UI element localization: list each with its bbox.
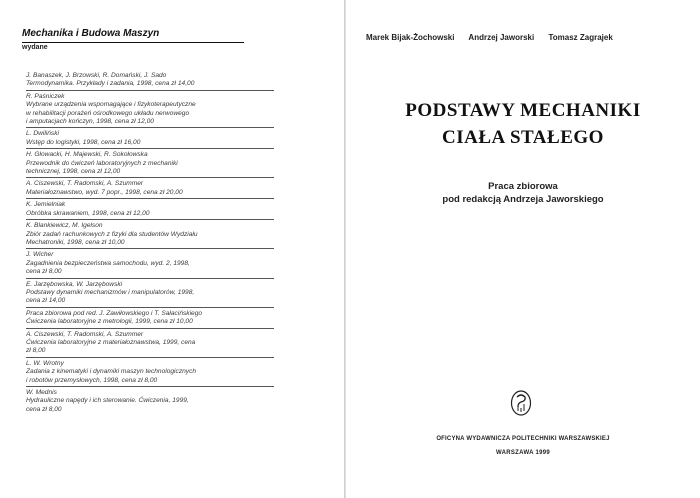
book-title-line: Mechatroniki, 1998, cena zł 10,00 (26, 238, 125, 246)
book-title-line: Ćwiczenia laboratoryjne z materiałoznawstwa, 1999, cena (26, 338, 196, 346)
title-line-2: CIAŁA STAŁEGO (442, 127, 604, 148)
book-authors: H. Głowacki, H. Majewski, R. Sokołowska (26, 151, 148, 159)
book-title-line: Przewodnik do ćwiczeń laboratoryjnych z mechaniki (26, 159, 178, 167)
book-title-line: technicznej, 1998, cena zł 12,00 (26, 168, 121, 176)
book-title-line: Wstęp do logistyki, 1998, cena zł 16,00 (26, 138, 141, 146)
book-authors: L. Dwiliński (26, 130, 59, 138)
book-title-line: Termodynamika. Przykłady i zadania, 1998, cena zł 14,00 (26, 80, 195, 88)
book-entry (26, 180, 274, 199)
author-name: Andrzej Jaworski (468, 33, 535, 42)
book-title-line: Zagadnienia bezpieczeństwa samochodu, wyd. 2, 1998, (26, 259, 190, 267)
book-authors: E. Jarzębowska, W. Jarzębowski (26, 280, 123, 288)
book-title-line: w rehabilitacji porażeń ośrodkowego układu nerwowego (26, 109, 190, 117)
book-authors: A. Ciszewski, T. Radomski, A. Szummer (26, 330, 144, 338)
subtitle-line-1: Praca zbiorowa (488, 181, 558, 192)
book-entry (26, 251, 274, 278)
book-title-line: Podstawy dynamiki mechanizmów i manipulatorów, 1998, (26, 288, 195, 296)
book-authors: K. Jemielniak (26, 201, 66, 209)
book-title-line: cena zł 14,00 (26, 297, 66, 305)
book-authors: Praca zbiorowa pod red. J. Zawiłowskiego i T. Sałacińskiego (26, 309, 203, 317)
book-authors: K. Blankiewicz, M. Igelson (26, 222, 103, 230)
book-entry (26, 310, 274, 329)
publication-place-year: WARSZAWA 1999 (495, 450, 551, 456)
title-line-1: PODSTAWY MECHANIKI (405, 100, 641, 121)
series-title: Mechanika i Budowa Maszyn (22, 28, 160, 39)
subtitle-line-2: pod redakcją Andrzeja Jaworskiego (442, 194, 604, 205)
book-entry (26, 72, 274, 91)
book-authors: J. Wicher (26, 251, 54, 259)
book-title-line: Ćwiczenia laboratoryjne z metrologii, 1999, cena zł 10,00 (26, 318, 193, 326)
book-entry (26, 281, 274, 308)
author-name: Tomasz Zagrajek (548, 33, 613, 42)
publisher-logo-icon (506, 388, 536, 418)
book-title-line: Materiałoznawstwo, wyd. 7 popr., 1998, cena zł 20,00 (26, 188, 183, 196)
book-title-line: Obróbka skrawaniem, 1998, cena zł 12,00 (26, 209, 150, 217)
book-entry (26, 331, 274, 358)
book-title-line: cena zł 8,00 (26, 405, 62, 413)
book-title-line: Wybrane urządzenia wspomagające i fizykoterapeutyczne (26, 101, 196, 109)
book-title-line: i amputacjach kończyn, 1998, cena zł 12,00 (26, 118, 154, 126)
publisher-name: OFICYNA WYDAWNICZA POLITECHNIKI WARSZAWSKIEJ (436, 436, 610, 442)
book-authors: A. Ciszewski, T. Radomski, A. Szummer (26, 180, 144, 188)
book-entry (26, 151, 274, 178)
book-title-line: i robotów przemysłowych, 1998, cena zł 8,00 (26, 376, 158, 384)
book-title-line: Zadania z kinematyki i dynamiki maszyn technologicznych (26, 368, 197, 376)
right-page (346, 0, 700, 498)
series-subtitle: wydane (22, 44, 48, 51)
book-subtitle (346, 180, 700, 206)
series-divider (22, 42, 244, 43)
book-title (346, 97, 700, 151)
authors-line (366, 33, 700, 42)
book-entry (26, 93, 274, 129)
book-title-line: Hydrauliczne napędy i ich sterowanie. Ćwiczenia, 1999, (26, 397, 189, 405)
book-entry (26, 389, 274, 415)
book-entry (26, 201, 274, 220)
book-entry (26, 130, 274, 149)
book-entry (26, 360, 274, 387)
book-authors: J. Banaszek, J. Brzowski, R. Domański, J. Sado (26, 72, 167, 79)
author-name: Marek Bijak-Żochowski (366, 33, 455, 42)
book-title-line: cena zł 8,00 (26, 268, 62, 276)
book-authors: L. W. Wrotny (26, 359, 64, 367)
book-authors: R. Paśniczek (26, 92, 65, 100)
left-page (0, 0, 344, 498)
book-title-line: Zbiór zadań rachunkowych z fizyki dla studentów Wydziału (26, 230, 198, 238)
book-title-line: zł 8,00 (26, 347, 46, 355)
book-authors: W. Mednis (26, 389, 57, 396)
book-list (26, 72, 274, 417)
book-entry (26, 222, 274, 249)
